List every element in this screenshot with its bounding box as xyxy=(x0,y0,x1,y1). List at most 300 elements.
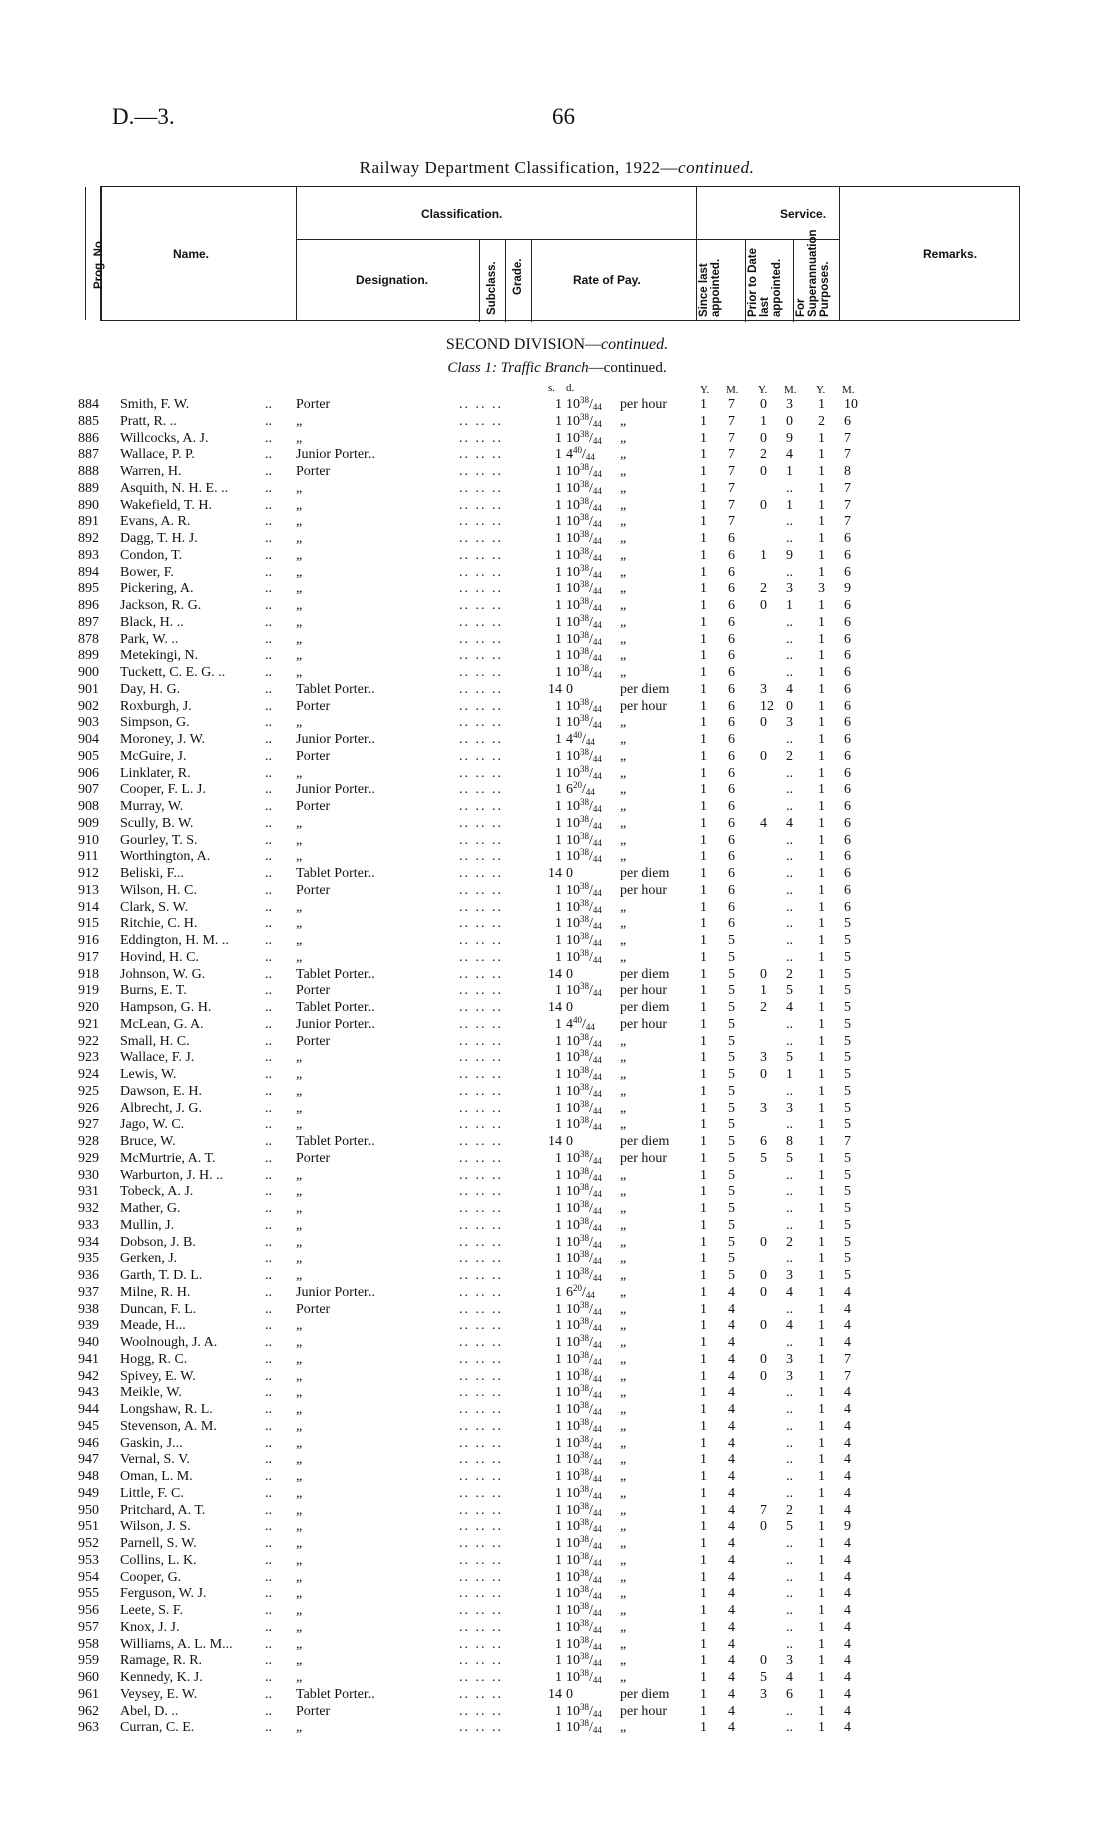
name: Jago, W. C. xyxy=(120,1117,185,1133)
prog-no: 929 xyxy=(78,1150,99,1166)
rate-pence: $10^{38}/_{44}$ xyxy=(566,1366,602,1384)
table-row xyxy=(0,1165,1114,1185)
name: Dobson, J. B. xyxy=(120,1234,196,1250)
rate-shillings: 1 xyxy=(555,748,562,764)
rate-unit: „ xyxy=(620,581,627,597)
leader-dots: .. .. .. xyxy=(459,1469,503,1484)
rate-shillings: 1 xyxy=(555,1033,562,1049)
rate-fraction-slash: / xyxy=(582,447,586,463)
leader-dots: .. .. .. xyxy=(459,1519,503,1535)
rate-fraction-numerator: 38 xyxy=(580,880,589,891)
rate-fraction-numerator: 38 xyxy=(580,746,589,757)
prog-no: 922 xyxy=(78,1033,99,1049)
rate-pence: $10^{38}/_{44}$ xyxy=(566,1148,602,1166)
rate-fraction-denominator: 44 xyxy=(592,1574,602,1585)
rate-fraction-slash: / xyxy=(589,815,593,831)
super-years: 1 xyxy=(818,531,825,546)
since-months: 6 xyxy=(728,564,735,580)
since-months: 7 xyxy=(728,480,735,496)
prior-months: .. xyxy=(786,782,793,798)
rate-pence: $10^{38}/_{44}$ xyxy=(566,1031,602,1049)
name: Mullin, J. xyxy=(120,1217,175,1233)
rate-pence: $10^{38}/_{44}$ xyxy=(566,1266,602,1283)
rate-fraction-slash: / xyxy=(589,1301,593,1317)
leader-dots: .. .. .. xyxy=(459,648,503,664)
table-row xyxy=(0,1148,1114,1168)
rate-pence: $10^{38}/_{44}$ xyxy=(566,1098,602,1116)
leader-dots: .. xyxy=(265,1150,272,1166)
prior-months: .. xyxy=(786,799,793,814)
rate-fraction-slash: / xyxy=(589,1150,593,1166)
rate-pence: 0 xyxy=(566,681,573,697)
table-row xyxy=(0,1232,1114,1252)
rate-fraction-denominator: 44 xyxy=(592,1708,602,1719)
rate-fraction-numerator: 20 xyxy=(573,780,582,791)
table-row xyxy=(0,897,1114,917)
rate-unit: per diem xyxy=(620,866,670,881)
designation: „ xyxy=(296,1167,303,1183)
name: Warren, H. xyxy=(120,464,182,479)
prior-months: .. xyxy=(786,631,793,647)
since-years: 1 xyxy=(700,1268,707,1283)
since-years: 1 xyxy=(700,1703,707,1719)
since-months: 4 xyxy=(728,1653,735,1669)
since-months: 6 xyxy=(728,665,735,680)
since-months: 6 xyxy=(728,581,735,597)
rate-shillings: 1 xyxy=(555,397,562,412)
name: Wallace, P. P. xyxy=(120,447,195,463)
since-years: 1 xyxy=(700,1184,707,1200)
prior-years: 3 xyxy=(760,681,767,697)
super-years: 1 xyxy=(818,564,825,580)
name: Gourley, T. S. xyxy=(120,832,198,848)
leader-dots: .. xyxy=(265,866,272,881)
rate-fraction-slash: / xyxy=(589,464,593,479)
prior-months: 1 xyxy=(786,497,793,513)
rate-pence: 0 xyxy=(566,1134,573,1149)
rate-fraction-denominator: 44 xyxy=(592,586,602,597)
prior-years: 0 xyxy=(760,1234,767,1250)
rate-fraction-numerator: 38 xyxy=(580,1232,589,1243)
rate-unit: „ xyxy=(620,1234,627,1250)
super-months: 5 xyxy=(844,1083,851,1099)
prior-months: .. xyxy=(786,1569,793,1585)
rate-unit: „ xyxy=(620,748,627,764)
prior-months: .. xyxy=(786,949,793,965)
rate-pence: $10^{38}/_{44}$ xyxy=(566,512,602,530)
leader-dots: .. .. .. xyxy=(459,514,503,530)
rate-shillings: 1 xyxy=(555,782,562,798)
rate-header: Rate of Pay. xyxy=(573,273,641,287)
rate-fraction-numerator: 38 xyxy=(580,1199,589,1209)
table-row xyxy=(0,1720,1114,1737)
rate-unit: per hour xyxy=(620,1016,668,1032)
super-years: 1 xyxy=(818,1318,825,1334)
rate-fraction-denominator: 44 xyxy=(592,1323,602,1334)
rate-unit: „ xyxy=(620,1184,627,1200)
table-row xyxy=(0,428,1114,448)
prior-months: 3 xyxy=(786,1100,793,1116)
title-main: Railway Department Classification, 1922— xyxy=(359,158,679,177)
rate-shillings: 1 xyxy=(555,1050,562,1066)
rate-fraction-slash: / xyxy=(589,480,593,496)
table-row xyxy=(0,598,1114,615)
super-months: 6 xyxy=(844,782,851,798)
prior-months: .. xyxy=(786,882,793,898)
rate-unit: per diem xyxy=(620,1000,670,1015)
designation: „ xyxy=(296,547,303,563)
leader-dots: .. xyxy=(265,1083,272,1099)
prog-no: 878 xyxy=(78,631,99,647)
since-months: 6 xyxy=(728,648,735,664)
rate-shillings: 1 xyxy=(555,1670,562,1685)
designation: „ xyxy=(296,1469,303,1484)
prog-no: 902 xyxy=(78,698,99,714)
leader-dots: .. .. .. xyxy=(459,631,503,647)
super-months: 7 xyxy=(844,497,851,513)
table-row xyxy=(0,933,1114,950)
since-years: 1 xyxy=(700,1536,707,1551)
rate-fraction-denominator: 44 xyxy=(592,1490,602,1501)
leader-dots: .. .. .. xyxy=(459,1653,503,1669)
leader-dots: .. .. .. xyxy=(459,1569,503,1585)
rate-fraction-numerator: 38 xyxy=(580,495,589,506)
name: Linklater, R. xyxy=(120,765,191,781)
rate-unit: „ xyxy=(620,1619,627,1635)
since-months: 6 xyxy=(728,815,735,831)
prior-months: 3 xyxy=(786,1368,793,1384)
designation: Porter xyxy=(296,397,331,412)
super-months: 5 xyxy=(844,1167,851,1183)
prior-months: .. xyxy=(786,1720,793,1736)
leader-dots: .. .. .. xyxy=(459,1150,503,1166)
since-months: 6 xyxy=(728,832,735,848)
section-title: SECOND DIVISION—continued. xyxy=(445,336,669,353)
leader-dots: .. xyxy=(265,966,272,982)
prior-months: .. xyxy=(786,1452,793,1468)
since-years: 1 xyxy=(700,1301,707,1317)
leader-dots: .. .. .. xyxy=(459,531,503,546)
prior-months: .. xyxy=(786,1217,793,1233)
designation: „ xyxy=(296,949,303,965)
designation: Tablet Porter.. xyxy=(296,866,375,881)
rate-pence: $10^{38}/_{44}$ xyxy=(566,947,602,965)
prior-months: 0 xyxy=(786,413,793,429)
rate-fraction-slash: / xyxy=(589,648,593,664)
rate-fraction-numerator: 38 xyxy=(580,1148,589,1159)
name: Ramage, R. R. xyxy=(120,1653,203,1669)
page-title xyxy=(0,158,1114,178)
leader-dots: .. xyxy=(265,765,272,781)
rate-shillings: 1 xyxy=(555,1167,562,1183)
rate-pence: $10^{38}/_{44}$ xyxy=(566,1483,602,1501)
rate-fraction-numerator: 38 xyxy=(580,931,589,941)
leader-dots: .. xyxy=(265,1569,272,1585)
rate-fraction-numerator: 38 xyxy=(580,1634,589,1645)
super-years: 1 xyxy=(818,1418,825,1434)
rate-unit: „ xyxy=(620,799,627,814)
designation: Junior Porter.. xyxy=(296,782,375,798)
rate-shillings: 1 xyxy=(555,1100,562,1116)
rate-pence: $10^{38}/_{44}$ xyxy=(566,1215,602,1233)
super-months: 5 xyxy=(844,1150,851,1166)
super-years: 1 xyxy=(818,614,825,630)
super-years: 1 xyxy=(818,514,825,530)
rate-unit: „ xyxy=(620,1335,627,1350)
since-months: 4 xyxy=(728,1469,735,1484)
prog-no: 925 xyxy=(78,1083,99,1099)
rate-pence: $6^{20}/_{44}$ xyxy=(566,780,595,798)
rate-shillings: 1 xyxy=(555,614,562,630)
prior-months: .. xyxy=(786,1402,793,1417)
table-row xyxy=(0,715,1114,732)
leader-dots: .. .. .. xyxy=(459,447,503,463)
prog-no: 887 xyxy=(78,447,99,463)
leader-dots: .. .. .. xyxy=(459,1167,503,1183)
prior-years: 0 xyxy=(760,1268,767,1283)
leader-dots: .. .. .. xyxy=(459,949,503,965)
super-months: 7 xyxy=(844,480,851,496)
leader-dots: .. xyxy=(265,1184,272,1200)
prior-months: .. xyxy=(786,899,793,915)
designation: „ xyxy=(296,933,303,948)
prog-no: 892 xyxy=(78,531,99,546)
leader-dots: .. xyxy=(265,832,272,848)
rate-pence: $10^{38}/_{44}$ xyxy=(566,1634,602,1652)
rate-fraction-slash: / xyxy=(589,1703,593,1719)
leader-dots: .. .. .. xyxy=(459,1234,503,1250)
designation: „ xyxy=(296,1083,303,1099)
rate-shillings: 1 xyxy=(555,1485,562,1501)
super-years: 1 xyxy=(818,480,825,496)
rate-unit: „ xyxy=(620,1569,627,1585)
leader-dots: .. xyxy=(265,1167,272,1183)
rate-fraction-slash: / xyxy=(589,1201,593,1216)
leader-dots: .. .. .. xyxy=(459,916,503,932)
super-years: 1 xyxy=(818,1016,825,1032)
prior-months: .. xyxy=(786,1385,793,1401)
since-years: 1 xyxy=(700,1083,707,1099)
prior-months: 4 xyxy=(786,1000,793,1015)
rate-fraction-slash: / xyxy=(589,598,593,613)
rate-unit: „ xyxy=(620,1301,627,1317)
prior-months: 1 xyxy=(786,598,793,613)
name: Little, F. C. xyxy=(120,1485,184,1501)
super-months: 4 xyxy=(844,1385,851,1401)
since-years: 1 xyxy=(700,782,707,798)
leader-dots: .. .. .. xyxy=(459,983,503,999)
super-years: 1 xyxy=(818,1653,825,1669)
rate-fraction-numerator: 38 xyxy=(580,1031,589,1042)
leader-dots: .. xyxy=(265,480,272,496)
rate-shillings: 1 xyxy=(555,832,562,848)
rate-fraction-denominator: 44 xyxy=(592,1524,602,1535)
rate-fraction-numerator: 38 xyxy=(580,897,589,908)
rate-shillings: 1 xyxy=(555,1469,562,1484)
super-months: 7 xyxy=(844,447,851,463)
prior-years: 0 xyxy=(760,497,767,513)
rate-fraction-denominator: 44 xyxy=(592,820,602,831)
prior-years: 3 xyxy=(760,1100,767,1116)
rate-fraction-denominator: 44 xyxy=(592,1273,602,1283)
leader-dots: .. .. .. xyxy=(459,933,503,948)
rate-unit: „ xyxy=(620,1418,627,1434)
prior-months: .. xyxy=(786,1636,793,1652)
super-months: 5 xyxy=(844,1067,851,1082)
rate-pence: $10^{38}/_{44}$ xyxy=(566,1349,602,1367)
rate-fraction-denominator: 44 xyxy=(592,1239,602,1250)
since-months: 6 xyxy=(728,799,735,814)
rate-fraction-slash: / xyxy=(589,1385,593,1401)
prior-years: 2 xyxy=(760,1000,767,1015)
leader-dots: .. .. .. xyxy=(459,815,503,831)
table-row xyxy=(0,531,1114,548)
rate-fraction-denominator: 44 xyxy=(592,1122,602,1133)
rate-fraction-slash: / xyxy=(582,1284,586,1300)
super-years: 1 xyxy=(818,983,825,999)
rate-shillings: 1 xyxy=(555,698,562,714)
rate-unit: „ xyxy=(620,547,627,563)
rate-shillings: 1 xyxy=(555,598,562,613)
leader-dots: .. .. .. xyxy=(459,1603,503,1618)
rate-unit: „ xyxy=(620,1636,627,1652)
table-row xyxy=(0,1586,1114,1603)
since-months: 7 xyxy=(728,413,735,429)
leader-dots: .. xyxy=(265,447,272,463)
super-years: 1 xyxy=(818,1670,825,1685)
designation: „ xyxy=(296,1619,303,1635)
rate-fraction-numerator: 38 xyxy=(580,1517,589,1528)
prog-no: 913 xyxy=(78,882,99,898)
prior-months: .. xyxy=(786,1586,793,1602)
since-months: 4 xyxy=(728,1284,735,1300)
super-years: 1 xyxy=(818,799,825,814)
rate-unit: „ xyxy=(620,1083,627,1099)
rate-fraction-slash: / xyxy=(589,1603,593,1618)
rate-fraction-denominator: 44 xyxy=(592,1675,602,1685)
leader-dots: .. xyxy=(265,1720,272,1736)
rate-shillings: 1 xyxy=(555,1435,562,1451)
rate-pence: $10^{38}/_{44}$ xyxy=(566,797,602,814)
super-years: 1 xyxy=(818,882,825,898)
rate-shillings: 1 xyxy=(555,1502,562,1518)
super-years: 1 xyxy=(818,1150,825,1166)
designation: Porter xyxy=(296,882,331,898)
rate-fraction-slash: / xyxy=(589,514,593,530)
designation: „ xyxy=(296,631,303,647)
rate-fraction-denominator: 44 xyxy=(592,1172,602,1183)
super-months: 6 xyxy=(844,832,851,848)
prior-months: .. xyxy=(786,1603,793,1618)
rate-shillings: 1 xyxy=(555,949,562,965)
rate-fraction-denominator: 44 xyxy=(585,452,595,463)
table-row xyxy=(0,612,1114,632)
rate-fraction-slash: / xyxy=(589,1636,593,1652)
since-months: 6 xyxy=(728,614,735,630)
super-months: 4 xyxy=(844,1720,851,1736)
rate-shillings: 1 xyxy=(555,1067,562,1082)
since-months: 6 xyxy=(728,782,735,798)
rate-shillings: 1 xyxy=(555,430,562,446)
rate-unit: „ xyxy=(620,1351,627,1367)
prog-no: 920 xyxy=(78,1000,99,1015)
super-months: 4 xyxy=(844,1703,851,1719)
super-months: 4 xyxy=(844,1418,851,1434)
rate-fraction-numerator: 38 xyxy=(580,1215,589,1226)
rate-fraction-numerator: 38 xyxy=(580,1668,589,1678)
name: Asquith, N. H. E. .. xyxy=(120,480,229,496)
rate-fraction-slash: / xyxy=(589,849,593,865)
table-row xyxy=(0,1416,1114,1436)
rate-shillings: 1 xyxy=(555,1569,562,1585)
leader-dots: .. .. .. xyxy=(459,966,503,982)
table-row xyxy=(0,983,1114,1000)
designation: „ xyxy=(296,1670,303,1685)
prior-years: 2 xyxy=(760,581,767,597)
prog-no: 910 xyxy=(78,832,99,848)
rate-pence: $10^{38}/_{44}$ xyxy=(566,914,602,932)
rate-pence: $10^{38}/_{44}$ xyxy=(566,478,602,496)
super-years: 1 xyxy=(818,949,825,965)
since-years: 1 xyxy=(700,1351,707,1367)
designation: Porter xyxy=(296,983,331,999)
prog-no: 897 xyxy=(78,614,99,630)
rate-unit: „ xyxy=(620,1385,627,1401)
prior-years: 0 xyxy=(760,397,767,412)
super-years: 1 xyxy=(818,1402,825,1417)
table-row xyxy=(0,1385,1114,1402)
prior-months: 2 xyxy=(786,1234,793,1250)
table-row xyxy=(0,1550,1114,1570)
rate-fraction-numerator: 38 xyxy=(580,1299,589,1310)
super-years: 1 xyxy=(818,1586,825,1602)
super-years: 1 xyxy=(818,598,825,613)
leader-dots: .. xyxy=(265,1418,272,1434)
rate-unit: „ xyxy=(620,1167,627,1183)
rate-fraction-denominator: 44 xyxy=(592,1407,602,1417)
rate-unit: „ xyxy=(620,916,627,932)
leader-dots: .. xyxy=(265,681,272,697)
super-years: 1 xyxy=(818,648,825,664)
rate-fraction-denominator: 44 xyxy=(592,1591,602,1602)
prog-no: 908 xyxy=(78,799,99,814)
name: Tuckett, C. E. G. .. xyxy=(120,665,226,680)
rate-pence: $10^{38}/_{44}$ xyxy=(566,1701,602,1719)
super-months: 6 xyxy=(844,765,851,781)
leader-dots: .. .. .. xyxy=(459,1117,503,1133)
designation: „ xyxy=(296,1485,303,1501)
designation: „ xyxy=(296,1603,303,1618)
since-months: 4 xyxy=(728,1686,735,1702)
since-months: 4 xyxy=(728,1619,735,1635)
superannuation-header: For Superannuation Purposes. xyxy=(795,229,831,317)
table-row xyxy=(0,732,1114,749)
rate-shillings: 1 xyxy=(555,1201,562,1216)
since-months: 5 xyxy=(728,966,735,982)
rate-fraction-numerator: 38 xyxy=(580,1567,589,1578)
super-months: 5 xyxy=(844,949,851,965)
leader-dots: .. .. .. xyxy=(459,1402,503,1417)
rate-fraction-slash: / xyxy=(589,832,593,848)
super-years: 1 xyxy=(818,1184,825,1200)
super-months: 7 xyxy=(844,514,851,530)
leader-dots: .. .. .. xyxy=(459,1067,503,1082)
super-months: 5 xyxy=(844,1234,851,1250)
prog-no: 942 xyxy=(78,1368,99,1384)
super-months: 6 xyxy=(844,899,851,915)
rate-pence: $10^{38}/_{44}$ xyxy=(566,1065,602,1082)
rate-fraction-numerator: 38 xyxy=(580,562,589,573)
